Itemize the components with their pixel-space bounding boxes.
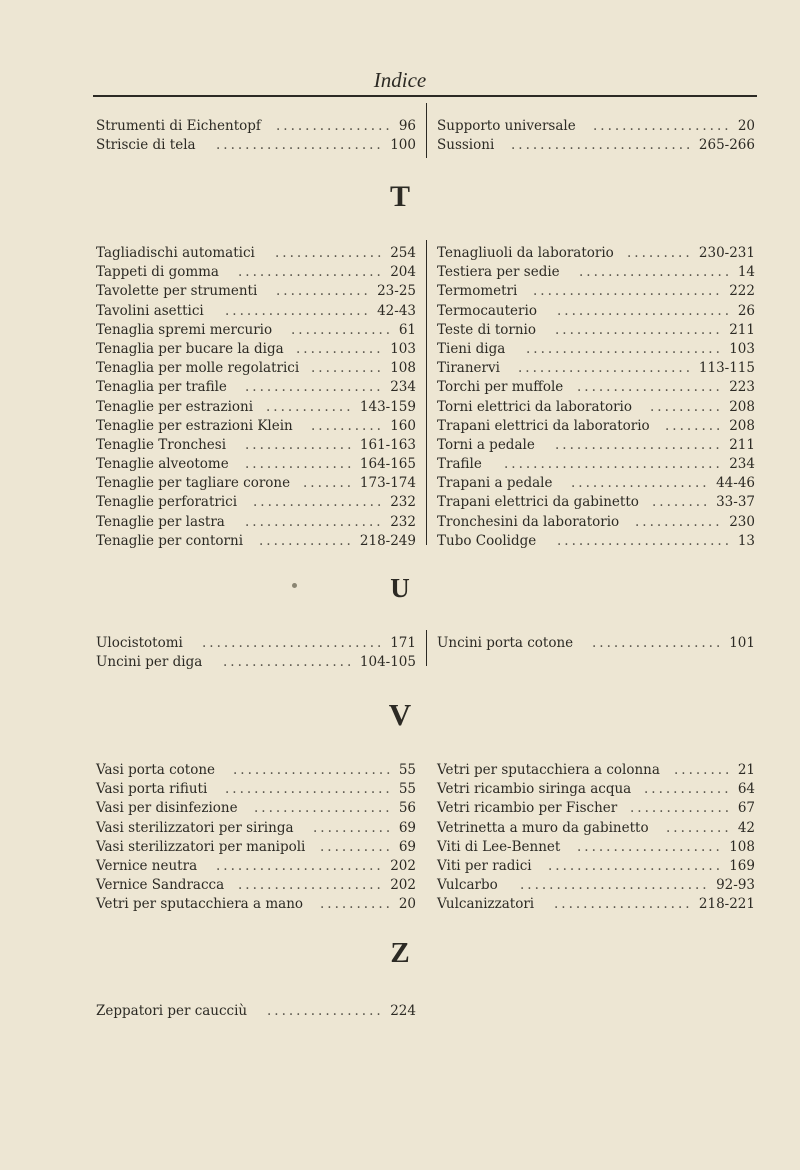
- index-entry: [437, 282, 755, 301]
- entry-page-number: 202: [390, 857, 416, 874]
- entry-label: Trapani elettrici da gabinetto: [437, 494, 639, 511]
- dot-leader: .........: [627, 245, 693, 261]
- index-entry: [437, 321, 755, 340]
- entry-page-number: 224: [390, 1003, 416, 1019]
- index-entry: [96, 474, 416, 493]
- dot-leader: .............: [276, 283, 371, 300]
- entry-label: Tenaglie per estrazioni: [96, 398, 254, 415]
- entry-page-number: 211: [729, 436, 755, 453]
- index-entry: [437, 799, 755, 818]
- entry-label: Vetrinetta a muro da gabinetto: [437, 819, 649, 836]
- index-entry: [96, 532, 416, 551]
- index-column-left: [96, 117, 416, 155]
- index-entry: [437, 876, 755, 895]
- index-entry: [437, 761, 755, 780]
- dot-leader: .......................: [216, 137, 384, 154]
- index-entry: [437, 117, 755, 136]
- index-column-right: [437, 634, 755, 653]
- index-entry: [437, 493, 755, 512]
- dot-leader: ...........: [313, 819, 394, 836]
- dot-leader: .........: [666, 819, 732, 836]
- index-column-right: [437, 117, 755, 155]
- section-letter: V: [388, 697, 412, 732]
- entry-label: Trafile: [437, 456, 482, 473]
- dot-leader: ............: [266, 398, 354, 415]
- entry-label: Torni a pedale: [437, 436, 535, 453]
- entry-label: Vetri ricambio per Fischer: [437, 800, 618, 817]
- index-entry: [437, 340, 755, 359]
- dot-leader: ..........: [650, 398, 723, 415]
- index-entry: [96, 1002, 416, 1021]
- dot-leader: ..........: [311, 360, 384, 377]
- entry-page-number: 232: [390, 494, 416, 511]
- index-entry: [437, 838, 755, 857]
- dot-leader: ........: [674, 762, 733, 778]
- entry-page-number: 234: [729, 456, 755, 473]
- entry-label: Tenaglia spremi mercurio: [96, 321, 273, 338]
- entry-page-number: 14: [737, 264, 755, 281]
- entry-page-number: 42-43: [377, 302, 416, 319]
- index-entry: [437, 819, 755, 838]
- dot-leader: ....................: [577, 838, 723, 855]
- index-entry: [96, 359, 416, 378]
- dot-leader: ..........................: [533, 283, 723, 300]
- entry-page-number: 161-163: [359, 436, 416, 453]
- dot-leader: ..........: [311, 417, 384, 434]
- index-entry: [437, 398, 755, 417]
- entry-page-number: 104-105: [359, 654, 416, 671]
- index-entry: [437, 436, 755, 455]
- dot-leader: .......: [303, 475, 355, 492]
- entry-page-number: 55: [398, 781, 416, 798]
- entry-page-number: 208: [729, 398, 755, 415]
- entry-page-number: 113-115: [698, 360, 755, 377]
- dot-leader: .....................: [579, 264, 733, 281]
- entry-page-number: 101: [729, 635, 755, 651]
- dot-leader: ...................: [254, 800, 393, 817]
- entry-label: Supporto universale: [437, 118, 576, 134]
- entry-page-number: 108: [390, 360, 416, 377]
- index-entry: [96, 634, 416, 653]
- dot-leader: ..............: [630, 800, 733, 817]
- index-entry: [96, 282, 416, 301]
- entry-label: Trapani a pedale: [437, 475, 553, 492]
- index-entry: [437, 532, 755, 551]
- dot-leader: ..............: [291, 321, 394, 338]
- entry-page-number: 103: [390, 340, 416, 357]
- index-entry: [437, 302, 755, 321]
- entry-page-number: 265-266: [698, 137, 755, 154]
- index-entry: [96, 493, 416, 512]
- dot-leader: ........: [652, 494, 711, 511]
- entry-page-number: 171: [390, 635, 416, 651]
- dot-leader: ................: [267, 1003, 384, 1019]
- entry-label: Termometri: [437, 283, 518, 300]
- entry-label: Tieni diga: [437, 340, 506, 357]
- dot-leader: ........................: [557, 302, 732, 319]
- entry-label: Tenaglie per contorni: [96, 532, 244, 549]
- dot-leader: ...................: [245, 513, 384, 530]
- index-entry: [437, 359, 755, 378]
- entry-label: Ulocistotomi: [96, 635, 183, 651]
- dot-leader: ..........: [320, 838, 393, 855]
- index-entry: [96, 455, 416, 474]
- entry-label: Uncini per diga: [96, 654, 203, 671]
- dot-leader: ...................: [593, 118, 732, 134]
- index-entry: [96, 653, 416, 672]
- entry-page-number: 232: [390, 513, 416, 530]
- entry-label: Tenaglie per lastra: [96, 513, 225, 530]
- entry-page-number: 108: [729, 838, 755, 855]
- entry-page-number: 23-25: [377, 283, 416, 300]
- index-column-left: [96, 761, 416, 915]
- entry-label: Striscie di tela: [96, 137, 196, 154]
- entry-label: Viti di Lee-Bennet: [437, 838, 561, 855]
- entry-label: Vetri ricambio siringa acqua: [437, 781, 632, 798]
- index-entry: [96, 321, 416, 340]
- index-entry: [96, 838, 416, 857]
- index-column-right: [437, 761, 755, 915]
- entry-label: Sussioni: [437, 137, 495, 154]
- dot-leader: ..........: [320, 896, 393, 913]
- dot-leader: ...............: [245, 436, 355, 453]
- entry-label: Tenaglia per trafile: [96, 379, 227, 396]
- entry-page-number: 230: [729, 513, 755, 530]
- entry-label: Tiranervi: [437, 360, 500, 377]
- entry-page-number: 69: [398, 819, 416, 836]
- entry-label: Tenaglia per molle regolatrici: [96, 360, 300, 377]
- entry-page-number: 67: [737, 800, 755, 817]
- entry-label: Teste di tornio: [437, 321, 536, 338]
- entry-label: Vasi sterilizzatori per siringa: [96, 819, 294, 836]
- index-column-left: [96, 244, 416, 551]
- entry-label: Tagliadischi automatici: [96, 245, 255, 261]
- entry-page-number: 169: [729, 857, 755, 874]
- entry-page-number: 222: [729, 283, 755, 300]
- entry-label: Testiera per sedie: [437, 264, 560, 281]
- entry-label: Vulcanizzatori: [437, 896, 535, 913]
- entry-page-number: 202: [390, 877, 416, 894]
- index-entry: [96, 857, 416, 876]
- index-entry: [96, 302, 416, 321]
- entry-label: Vernice neutra: [96, 857, 198, 874]
- index-entry: [96, 895, 416, 914]
- index-entry: [437, 857, 755, 876]
- entry-page-number: 223: [729, 379, 755, 396]
- entry-page-number: 204: [390, 264, 416, 281]
- dot-leader: ..................: [592, 635, 724, 651]
- index-entry: [96, 799, 416, 818]
- entry-page-number: 69: [398, 838, 416, 855]
- dot-leader: ............: [644, 781, 732, 798]
- dot-leader: ...................: [571, 475, 710, 492]
- index-entry: [437, 634, 755, 653]
- dot-leader: ................: [276, 118, 393, 134]
- entry-label: Zeppatori per caucciù: [96, 1003, 248, 1019]
- index-column-left: [96, 634, 416, 672]
- entry-page-number: 64: [737, 781, 755, 798]
- dot-leader: ....................: [238, 877, 384, 894]
- entry-label: Termocauterio: [437, 302, 537, 319]
- entry-label: Tenaglie alveotome: [96, 456, 229, 473]
- index-entry: [437, 780, 755, 799]
- index-entry: [437, 474, 755, 493]
- entry-page-number: 211: [729, 321, 755, 338]
- entry-page-number: 33-37: [716, 494, 755, 511]
- dot-leader: ......................: [233, 762, 394, 778]
- index-entry: [96, 263, 416, 282]
- entry-label: Vulcarbo: [437, 877, 498, 894]
- index-entry: [96, 398, 416, 417]
- entry-page-number: 61: [398, 321, 416, 338]
- entry-page-number: 56: [398, 800, 416, 817]
- entry-label: Tenaglie per estrazioni Klein: [96, 417, 293, 434]
- column-divider: [426, 630, 427, 666]
- dot-leader: ..........................: [520, 877, 710, 894]
- column-divider: [426, 103, 427, 158]
- entry-label: Trapani elettrici da laboratorio: [437, 417, 650, 434]
- entry-page-number: 20: [398, 896, 416, 913]
- title-rule: [93, 95, 757, 97]
- dot-leader: .............: [259, 532, 354, 549]
- index-entry: [96, 244, 416, 263]
- entry-page-number: 100: [390, 137, 416, 154]
- entry-page-number: 160: [390, 417, 416, 434]
- entry-label: Vasi porta rifiuti: [96, 781, 208, 798]
- entry-label: Tronchesini da laboratorio: [437, 513, 620, 530]
- dot-leader: .......................: [225, 781, 393, 798]
- entry-label: Torni elettrici da laboratorio: [437, 398, 632, 415]
- entry-label: Vasi sterilizzatori per manipoli: [96, 838, 306, 855]
- entry-label: Torchi per muffole: [437, 379, 564, 396]
- entry-page-number: 230-231: [698, 245, 755, 261]
- index-entry: [437, 378, 755, 397]
- dot-leader: ........................: [518, 360, 693, 377]
- entry-page-number: 44-46: [716, 475, 755, 492]
- dot-leader: ....................: [225, 302, 371, 319]
- index-entry: [437, 263, 755, 282]
- entry-label: Vasi porta cotone: [96, 762, 216, 778]
- dot-leader: ...........................: [526, 340, 723, 357]
- index-column-right: [437, 244, 755, 551]
- dot-leader: ..................: [223, 654, 355, 671]
- index-entry: [96, 436, 416, 455]
- entry-label: Viti per radici: [437, 857, 532, 874]
- dot-leader: ........................: [557, 532, 732, 549]
- dot-leader: ........................: [548, 857, 723, 874]
- section-letter: U: [390, 573, 410, 603]
- entry-label: Tenagliuoli da laboratorio: [437, 245, 614, 261]
- index-entry: [96, 780, 416, 799]
- dot-leader: .......................: [555, 436, 723, 453]
- entry-page-number: 218-221: [698, 896, 755, 913]
- section-letter: T: [389, 180, 410, 213]
- index-entry: [96, 513, 416, 532]
- index-entry: [437, 417, 755, 436]
- dot-leader: ....................: [238, 264, 384, 281]
- entry-page-number: 21: [737, 762, 755, 778]
- entry-page-number: 208: [729, 417, 755, 434]
- dot-leader: ...................: [554, 896, 693, 913]
- dot-leader: ...............: [275, 245, 385, 261]
- index-entry: [437, 513, 755, 532]
- dot-leader: ...................: [245, 379, 384, 396]
- entry-label: Tavolette per strumenti: [96, 283, 258, 300]
- index-entry: [437, 244, 755, 263]
- index-entry: [437, 455, 755, 474]
- index-entry: [437, 136, 755, 155]
- entry-label: Vernice Sandracca: [96, 877, 225, 894]
- column-divider: [426, 240, 427, 545]
- entry-label: Vetri per sputacchiera a mano: [96, 896, 304, 913]
- entry-label: Tenaglia per bucare la diga: [96, 340, 284, 357]
- dot-leader: .........................: [202, 635, 385, 651]
- index-entry: [96, 378, 416, 397]
- dot-leader: ..................: [253, 494, 385, 511]
- entry-page-number: 13: [737, 532, 755, 549]
- dot-leader: ............: [635, 513, 723, 530]
- index-entry: [96, 117, 416, 136]
- dot-leader: ...............: [245, 456, 355, 473]
- dot-leader: .........................: [511, 137, 694, 154]
- dot-leader: ........: [665, 417, 724, 434]
- index-entry: [96, 876, 416, 895]
- dot-leader: ............: [296, 340, 384, 357]
- dot-leader: ....................: [577, 379, 723, 396]
- entry-label: Tubo Coolidge: [437, 532, 537, 549]
- entry-label: Tenaglie Tronchesi: [96, 436, 227, 453]
- index-entry: [437, 895, 755, 914]
- index-entry: [96, 819, 416, 838]
- entry-page-number: 20: [737, 118, 755, 134]
- index-column-left: [96, 1002, 416, 1021]
- entry-page-number: 103: [729, 340, 755, 357]
- entry-label: Tenaglie per tagliare corone: [96, 475, 291, 492]
- entry-page-number: 164-165: [359, 456, 416, 473]
- entry-label: Strumenti di Eichentopf: [96, 118, 261, 134]
- entry-page-number: 218-249: [359, 532, 416, 549]
- index-entry: [96, 136, 416, 155]
- entry-label: Tenaglie perforatrici: [96, 494, 238, 511]
- dot-leader: .......................: [216, 857, 384, 874]
- section-letter: Z: [390, 937, 410, 969]
- entry-page-number: 173-174: [359, 475, 416, 492]
- entry-page-number: 26: [737, 302, 755, 319]
- entry-label: Vasi per disinfezione: [96, 800, 238, 817]
- entry-label: Uncini porta cotone: [437, 635, 574, 651]
- index-entry: [96, 761, 416, 780]
- dot-leader: .......................: [555, 321, 723, 338]
- entry-page-number: 42: [737, 819, 755, 836]
- entry-page-number: 143-159: [359, 398, 416, 415]
- entry-page-number: 92-93: [716, 877, 755, 894]
- page-title: Indice: [373, 68, 427, 92]
- entry-page-number: 55: [398, 762, 416, 778]
- index-entry: [96, 417, 416, 436]
- dot-leader: ..............................: [504, 456, 723, 473]
- index-entry: [96, 340, 416, 359]
- entry-page-number: 96: [398, 118, 416, 134]
- entry-page-number: 234: [390, 379, 416, 396]
- entry-label: Vetri per sputacchiera a colonna: [437, 762, 660, 778]
- entry-page-number: 254: [390, 245, 416, 261]
- entry-label: Tappeti di gomma: [96, 264, 219, 281]
- entry-label: Tavolini asettici: [96, 302, 204, 319]
